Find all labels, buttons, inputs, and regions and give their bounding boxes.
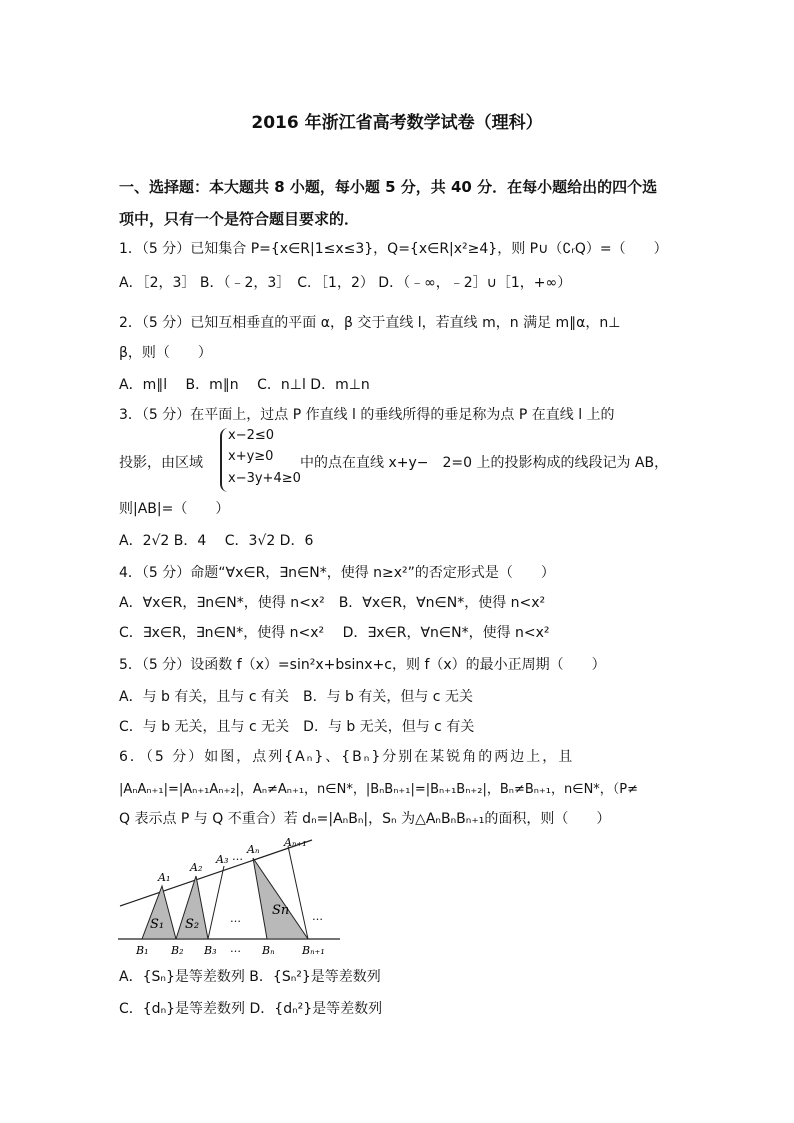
- q1-stem: 1．（5 分）已知集合 P={x∈R|1≤x≤3}，Q={x∈R|x²≥4}，则 P∪（∁ᵣQ）=（ ）: [119, 241, 668, 257]
- inequality-system: [220, 428, 301, 492]
- label-a2: A₂: [190, 861, 203, 874]
- q6-figure: [112, 836, 342, 960]
- q5-options-ab: A．与 b 有关，且与 c 有关 B．与 b 有关，但与 c 无关: [119, 689, 473, 705]
- q6-line1: 6．（5 分）如图，点列{Aₙ}、{Bₙ}分别在某锐角的两边上，且: [119, 749, 575, 765]
- q3-line2-left: 投影，由区域: [119, 455, 203, 471]
- section-heading-line2: 项中，只有一个是符合题目要求的．: [119, 210, 360, 228]
- ellipsis-right: …: [312, 910, 323, 923]
- q2-options: A．m∥l B．m∥n C．n⊥l D．m⊥n: [119, 377, 370, 393]
- label-bn1: Bₙ₊₁: [302, 944, 325, 957]
- q3-options: A．2√2 B．4 C．3√2 D．6: [119, 533, 314, 549]
- label-a3: A₃: [216, 853, 229, 866]
- inequality-1: x−2≤0: [228, 428, 275, 443]
- ellipsis-bottom: …: [230, 942, 241, 955]
- section-heading-line1: 一、选择题：本大题共 8 小题，每小题 5 分，共 40 分．在每小题给出的四个选: [119, 178, 658, 196]
- q1-options: A．［2，3］ B．（﹣2，3］ C．［1，2） D．（﹣∞，﹣2］∪［1，+∞）: [119, 275, 572, 291]
- q6-options-ab: A．{Sₙ}是等差数列 B．{Sₙ²}是等差数列: [119, 969, 381, 985]
- q6-line3: Q 表示点 P 与 Q 不重合）若 dₙ=|AₙBₙ|，Sₙ 为△AₙBₙBₙ₊₁的面积，则（ ）: [119, 811, 611, 827]
- label-an1: Aₙ₊₁: [284, 836, 307, 849]
- label-bn: Bₙ: [262, 944, 275, 957]
- q6-line2: |AₙAₙ₊₁|=|Aₙ₊₁Aₙ₊₂|，Aₙ≠Aₙ₊₁，n∈N*，|BₙBₙ₊₁|=|Bₙ₊₁Bₙ₊₂|，Bₙ≠Bₙ₊₁，n∈N*，（P≠: [119, 782, 639, 797]
- label-b1: B₁: [136, 944, 149, 957]
- label-b3: B₃: [204, 944, 217, 957]
- q2-line2: β，则（ ）: [119, 345, 212, 361]
- inequality-2: x+y≥0: [228, 449, 274, 464]
- segment-a3-b3: [208, 866, 224, 939]
- label-sn: Sn: [272, 903, 290, 918]
- q4-stem: 4．（5 分）命题“∀x∈R，∃n∈N*，使得 n≥x²”的否定形式是（ ）: [119, 565, 555, 581]
- q6-options-cd: C．{dₙ}是等差数列 D．{dₙ²}是等差数列: [119, 1001, 383, 1017]
- label-an: Aₙ: [247, 843, 260, 856]
- ellipsis-middle: …: [230, 912, 241, 925]
- q3-line2-right: 中的点在直线 x+y− 2=0 上的投影构成的线段记为 AB，: [300, 455, 669, 471]
- q5-stem: 5．（5 分）设函数 f（x）=sin²x+bsinx+c，则 f（x）的最小正周期（ ）: [119, 657, 606, 673]
- page-title: 2016 年浙江省高考数学试卷（理科）: [251, 113, 543, 133]
- q3-line1: 3．（5 分）在平面上，过点 P 作直线 l 的垂线所得的垂足称为点 P 在直线 l 上的: [119, 407, 615, 423]
- label-a1: A₁: [158, 871, 171, 884]
- inequality-3: x−3y+4≥0: [228, 471, 301, 486]
- q3-line3: 则|AB|=（ ）: [119, 501, 230, 517]
- label-s2: S₂: [185, 917, 200, 932]
- ellipsis-top: …: [232, 850, 243, 863]
- label-b2: B₂: [171, 944, 184, 957]
- q4-options-cd: C．∃x∈R，∃n∈N*，使得 n<x² D．∃x∈R，∀n∈N*，使得 n<x²: [119, 625, 550, 641]
- q5-options-cd: C．与 b 无关，且与 c 无关 D．与 b 无关，但与 c 有关: [119, 719, 475, 735]
- q4-options-ab: A．∀x∈R，∃n∈N*，使得 n<x² B．∀x∈R，∀n∈N*，使得 n<x²: [119, 595, 546, 611]
- label-s1: S₁: [150, 917, 165, 932]
- q2-line1: 2．（5 分）已知互相垂直的平面 α，β 交于直线 l，若直线 m，n 满足 m∥α，n⊥: [119, 315, 621, 331]
- figure-slanted-line: [120, 840, 312, 906]
